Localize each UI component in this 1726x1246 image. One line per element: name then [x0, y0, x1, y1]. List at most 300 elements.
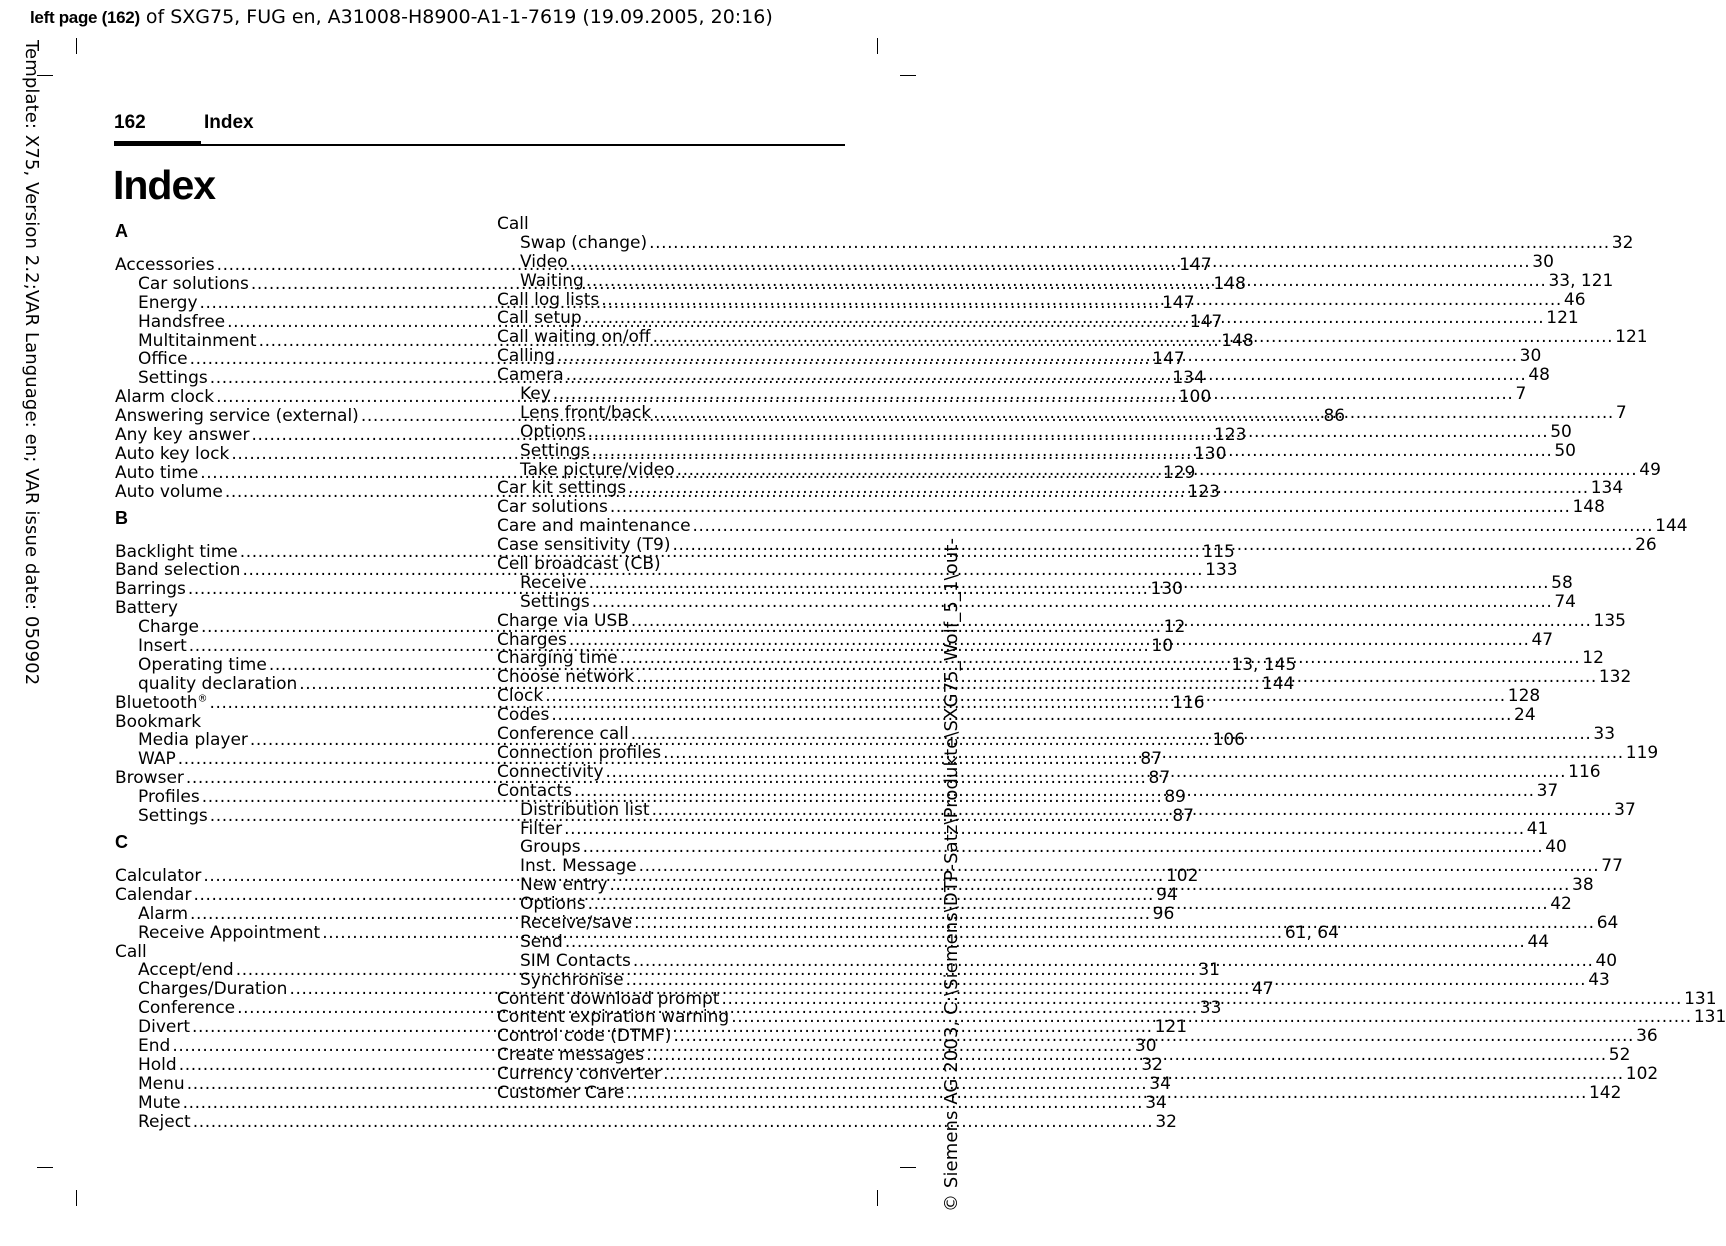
index-entry-text: Profiles — [138, 787, 200, 808]
index-entry-label — [115, 445, 229, 464]
print-info-page: left page (162) — [30, 8, 140, 27]
index-entry-label — [497, 479, 626, 498]
index-page-ref: 131 — [1684, 988, 1717, 1009]
index-entry-text: Alarm — [138, 903, 189, 924]
dot-leader — [626, 971, 1587, 990]
dot-leader — [203, 713, 456, 732]
dot-leader — [620, 649, 1581, 668]
index-entry — [497, 497, 1605, 518]
dot-leader — [663, 555, 838, 574]
index-entry-text: Contacts — [497, 780, 572, 801]
index-page-ref: 116 — [1568, 761, 1601, 782]
index-entry-label — [497, 1008, 729, 1027]
index-entry-label — [520, 914, 632, 933]
index-page-ref: 37 — [1536, 780, 1559, 801]
index-entry-text: Answering service (external) — [115, 406, 359, 427]
index-page-ref: 133 — [1205, 560, 1238, 581]
dot-leader — [553, 385, 1514, 404]
index-page-ref: 135 — [1593, 610, 1626, 631]
index-entry-label — [138, 656, 267, 675]
index-entry-text: Take picture/video — [520, 459, 675, 480]
index-entry-text: Choose network — [497, 667, 635, 688]
index-entry-label — [138, 1113, 191, 1132]
index-page-ref: 144 — [1655, 516, 1688, 537]
index-entry-text: Settings — [138, 806, 208, 827]
index-entry-text: Cell broadcast (CB) — [497, 554, 661, 575]
index-page-ref: 30 — [1134, 1035, 1157, 1056]
index-entry-label — [520, 971, 624, 990]
index-entry-text: Inst. Message — [520, 856, 637, 877]
index-entry-label — [138, 924, 320, 943]
index-entry-text: Bluetooth — [115, 692, 198, 713]
index-page-ref: 102 — [1165, 865, 1199, 886]
index-entry-text: Connectivity — [497, 761, 604, 782]
index-entry-text: Car kit settings — [497, 478, 627, 499]
dot-leader — [639, 857, 1600, 876]
index-entry-text: Synchronise — [520, 969, 624, 990]
index-entry-label — [520, 820, 562, 839]
index-entry-text: Calendar — [115, 884, 192, 905]
index-entry-text: Alarm clock — [115, 387, 215, 408]
crop-mark — [877, 1190, 878, 1206]
index-entry-text: Mute — [138, 1092, 181, 1113]
page-number: 162 — [114, 112, 146, 133]
index-entry-label — [115, 943, 147, 962]
index-entry-text: Waiting — [520, 270, 584, 291]
index-entry-text: Options — [520, 894, 586, 915]
index-entry-label — [520, 574, 587, 593]
index-entry-label — [138, 332, 257, 351]
index-entry-text: Charge — [138, 617, 200, 638]
index-page-ref: 50 — [1554, 440, 1576, 461]
index-entry-label — [115, 713, 201, 732]
index-page-ref: 38 — [1572, 875, 1594, 896]
index-entry-text: Conference call — [497, 724, 629, 745]
dot-leader — [564, 820, 1525, 839]
dot-leader — [583, 838, 1544, 857]
index-entry-text: Create messages — [497, 1045, 645, 1066]
index-entry-text: Barrings — [115, 579, 186, 600]
index-entry-label — [497, 744, 661, 763]
index-page-ref: 130 — [1193, 443, 1227, 464]
dot-leader — [652, 801, 1613, 820]
index-entry-label — [115, 886, 191, 905]
index-entry-text: Key — [520, 384, 551, 405]
index-entry — [115, 599, 458, 618]
index-entry-label — [115, 769, 184, 788]
dot-leader — [631, 612, 1592, 631]
index-entry-label — [497, 215, 529, 234]
index-entry-text: Distribution list — [520, 799, 650, 820]
index-entry-label — [520, 952, 631, 971]
dot-leader — [634, 914, 1595, 933]
index-page-ref: 50 — [1550, 421, 1572, 442]
index-entry-text: Calculator — [115, 865, 202, 886]
index-page-ref: 148 — [1221, 330, 1254, 351]
index-entry-label — [520, 404, 651, 423]
index-page-ref: 32 — [1155, 1111, 1177, 1132]
index-page-ref: 148 — [1572, 497, 1605, 518]
index-entry-text: Reject — [138, 1111, 191, 1132]
index-page-ref: 7 — [1615, 402, 1627, 423]
crop-mark — [76, 1190, 77, 1206]
index-entry-text: Any key answer — [115, 425, 250, 446]
dot-leader — [626, 1084, 1587, 1103]
index-entry-text: Car solutions — [497, 497, 608, 518]
index-entry-label — [138, 905, 188, 924]
dot-leader — [565, 933, 1526, 952]
index-entry-label — [138, 1075, 185, 1094]
index-subentry — [497, 591, 1576, 612]
dot-leader — [693, 517, 1654, 536]
dot-leader — [610, 498, 1571, 517]
index-entry-text: Auto time — [115, 462, 199, 483]
index-entry-text: Charges — [497, 629, 567, 650]
index-entry-label — [520, 876, 607, 895]
index-page-ref: 87 — [1172, 806, 1194, 827]
index-page-ref: 48 — [1528, 365, 1550, 386]
index-page-ref: 94 — [1156, 884, 1178, 905]
index-page-ref: 64 — [1596, 912, 1619, 933]
index-entry-label — [497, 366, 564, 385]
index-entry-text: Auto volume — [115, 481, 223, 502]
index-entry-text: Camera — [497, 365, 564, 386]
index-entry-text: Battery — [115, 598, 178, 619]
crop-mark — [877, 38, 878, 54]
index-entry-label — [138, 750, 176, 769]
index-page-ref: 128 — [1507, 686, 1541, 707]
dot-leader — [570, 253, 1531, 272]
index-entry-label — [520, 593, 590, 612]
index-page-ref: 147 — [1189, 311, 1223, 332]
index-page-ref: 47 — [1252, 979, 1274, 1000]
index-page-ref: 32 — [1611, 232, 1634, 253]
index-entry — [115, 713, 458, 732]
index-page-ref: 100 — [1178, 387, 1212, 408]
index-entry-text: Filter — [520, 818, 563, 839]
index-page-ref: 26 — [1635, 535, 1657, 556]
index-entry-text: Band selection — [115, 560, 241, 581]
index-entry-label — [497, 668, 634, 687]
index-page-ref: 7 — [1515, 384, 1527, 405]
index-page-ref: 47 — [1531, 629, 1554, 650]
index-entry-text: Menu — [138, 1073, 185, 1094]
index-entry-text: Charge via USB — [497, 610, 629, 631]
dot-leader — [551, 706, 1512, 725]
dot-leader — [569, 631, 1530, 650]
index-page-ref: 49 — [1639, 459, 1661, 480]
index-entry-text: Accept/end — [138, 960, 234, 981]
index-subentry — [115, 1111, 1177, 1132]
index-entry-text: Auto key lock — [115, 443, 230, 464]
index-page-ref: 129 — [1162, 462, 1196, 483]
index-page-ref: 147 — [1179, 255, 1212, 275]
index-page-ref: 134 — [1590, 478, 1624, 499]
index-entry-text: quality declaration — [138, 673, 298, 694]
index-entry-label — [138, 807, 208, 826]
index-page-ref: 86 — [1323, 406, 1346, 427]
print-info-details: of SXG75, FUG en, A31008-H8900-A1-1-7619 (19.09.2005, 20:16) — [139, 6, 773, 28]
dot-leader — [673, 1027, 1634, 1046]
dot-leader — [566, 366, 1527, 385]
running-header: Index — [204, 112, 254, 133]
dot-leader — [545, 687, 1506, 706]
dot-leader — [531, 215, 838, 234]
index-entry-text: Content download prompt — [497, 988, 720, 1009]
index-entry-label — [115, 599, 178, 618]
index-entry-text: Operating time — [138, 654, 267, 675]
index-entry-label — [497, 782, 572, 801]
index-entry-text: Accessories — [115, 255, 215, 275]
index-entry-text: Car solutions — [138, 273, 249, 294]
index-entry-label — [520, 933, 563, 952]
dot-leader — [193, 1113, 1154, 1132]
index-entry-text: Clock — [497, 686, 544, 707]
index-page-ref: 42 — [1550, 894, 1572, 915]
index-entry-label — [497, 1065, 661, 1084]
index-page-ref: 74 — [1554, 591, 1576, 612]
index-entry-label — [115, 426, 249, 445]
index-page-ref: 123 — [1214, 425, 1247, 446]
index-subentry — [497, 818, 1549, 839]
index-entry-text: New entry — [520, 875, 608, 896]
index-entry-label — [520, 857, 637, 876]
index-entry-label — [497, 725, 629, 744]
index-entry-label — [520, 423, 586, 442]
index-page-ref: 46 — [1563, 289, 1586, 310]
index-entry-text: Call — [497, 214, 529, 234]
index-entry-text: Settings — [520, 591, 590, 612]
index-page-ref: 34 — [1149, 1073, 1171, 1094]
template-info-vertical: Template: X75, Version 2.2;VAR Language: en; VAR issue date: 050902 — [21, 40, 42, 686]
index-entry-label — [497, 517, 691, 536]
index-entry-label — [115, 867, 201, 886]
index-entry-text: Control code (DTMF) — [497, 1026, 672, 1047]
index-page-ref: 58 — [1551, 572, 1573, 593]
index-entry-label — [115, 464, 198, 483]
index-entry-text: Settings — [138, 368, 208, 389]
index-page-ref: 148 — [1213, 273, 1246, 294]
index-entry-label — [138, 675, 297, 694]
index-entry — [115, 943, 458, 962]
index-entry-label — [138, 980, 287, 999]
index-entry-label — [497, 631, 567, 650]
index-entry-text: Lens front/back — [520, 402, 652, 423]
index-entry-label — [497, 687, 543, 706]
index-entry-text: Swap (change) — [520, 232, 648, 253]
index-page-ref: 96 — [1152, 903, 1175, 924]
index-entry-text: Charges/Duration — [138, 979, 288, 1000]
index-page-ref: 144 — [1261, 673, 1295, 694]
index-entry-label — [520, 442, 590, 461]
index-entry-label — [520, 272, 584, 291]
index-entry-text: Options — [520, 421, 586, 442]
index-page-ref: 34 — [1145, 1092, 1167, 1113]
index-page-ref: 31 — [1198, 960, 1220, 981]
dot-leader — [663, 1065, 1624, 1084]
index-entry-label — [115, 483, 223, 502]
index-entry-text: Care and maintenance — [497, 516, 691, 537]
dot-leader — [584, 309, 1545, 328]
index-entry-label — [138, 313, 225, 332]
index-entry-text: Receive — [520, 572, 587, 593]
index-entry-text: Content expiration warning — [497, 1007, 730, 1028]
index-entry-text: Codes — [497, 705, 550, 726]
index-subentry — [497, 232, 1634, 253]
index-entry-text: Divert — [138, 1017, 190, 1038]
index-entry-label — [115, 407, 359, 426]
index-page-ref: 30 — [1532, 251, 1554, 272]
index-entry-text: WAP — [138, 749, 176, 770]
dot-leader — [601, 291, 1562, 310]
crop-mark — [37, 1167, 53, 1168]
index-page-ref: 121 — [1615, 327, 1648, 348]
index-entry-label — [520, 895, 586, 914]
index-page-ref: 33, 121 — [1548, 270, 1614, 291]
index-page-ref: 87 — [1148, 768, 1171, 789]
index-entry-label — [115, 580, 186, 599]
index-entry-label — [497, 1084, 624, 1103]
index-entry-text: Media player — [138, 730, 248, 751]
dot-leader — [557, 347, 1518, 366]
index-page-ref: 147 — [1162, 292, 1195, 313]
index-entry-text: Customer Care — [497, 1082, 625, 1103]
index-entry-label — [497, 1046, 644, 1065]
dot-leader — [589, 574, 1550, 593]
index-entry-label — [497, 309, 582, 328]
index-letter-heading: A — [115, 221, 128, 241]
dot-leader — [592, 442, 1553, 461]
dot-leader — [636, 668, 1597, 687]
index-entry-label — [497, 328, 651, 347]
index-page-ref: 24 — [1514, 705, 1536, 726]
index-entry-label — [497, 347, 555, 366]
index-page-ref: 36 — [1636, 1026, 1658, 1047]
index-entry-text: Hold — [138, 1054, 177, 1075]
crop-mark — [900, 75, 916, 76]
crop-mark — [900, 1167, 916, 1168]
index-entry-label — [138, 294, 198, 313]
index-entry — [497, 215, 840, 234]
index-entry-label — [497, 498, 608, 517]
index-entry-label — [115, 256, 215, 275]
index-page-ref: 37 — [1614, 799, 1636, 820]
index-page-ref: 102 — [1625, 1064, 1659, 1085]
index-entry-label — [138, 350, 188, 369]
index-page-ref: 40 — [1595, 950, 1618, 971]
index-entry-label — [520, 234, 647, 253]
index-entry-text: Handsfree — [138, 311, 226, 332]
index-letter-heading: C — [115, 831, 128, 852]
index-entry-label — [138, 1056, 177, 1075]
index-entry-label — [115, 388, 214, 407]
index-page-ref: 116 — [1172, 692, 1205, 713]
index-entry-label — [138, 961, 234, 980]
dot-leader — [649, 234, 1610, 253]
dot-leader — [586, 272, 1547, 291]
index-page-ref: 12 — [1582, 648, 1604, 669]
index-entry-text: Call — [115, 941, 147, 962]
index-entry-label — [138, 1094, 181, 1113]
index-entry-text: Groups — [520, 837, 581, 858]
index-entry-text: Currency converter — [497, 1064, 662, 1085]
dot-leader — [663, 744, 1624, 763]
index-entry-label — [115, 694, 208, 713]
dot-leader — [592, 593, 1553, 612]
registered-mark: ® — [197, 693, 208, 705]
dot-leader — [180, 599, 456, 618]
dot-leader — [653, 404, 1614, 423]
index-entry-text: Energy — [138, 292, 198, 313]
index-entry-label — [115, 561, 240, 580]
index-entry-text: Call log lists — [497, 289, 600, 310]
index-entry-label — [138, 999, 235, 1018]
index-page-ref: 61, 64 — [1284, 922, 1339, 943]
dot-leader — [609, 876, 1570, 895]
index-page-ref: 131 — [1693, 1007, 1726, 1028]
index-entry-label — [497, 612, 629, 631]
index-entry-text: Office — [138, 349, 188, 370]
index-entry-text: Insert — [138, 636, 187, 657]
index-entry — [497, 555, 840, 574]
crop-mark — [76, 38, 77, 54]
index-page-ref: 121 — [1154, 1017, 1188, 1038]
index-entry-label — [138, 275, 249, 294]
index-entry-text: Conference — [138, 998, 236, 1019]
index-page-ref: 87 — [1140, 749, 1163, 770]
dot-leader — [653, 328, 1614, 347]
index-entry-label — [497, 555, 661, 574]
index-page-ref: 43 — [1588, 969, 1610, 990]
index-page-ref: 115 — [1202, 541, 1235, 562]
index-entry-text: Backlight time — [115, 541, 238, 562]
page-title: Index — [113, 162, 216, 208]
index-page-ref: 44 — [1527, 931, 1550, 952]
index-entry-text: Settings — [520, 440, 590, 461]
index-page-ref: 121 — [1546, 308, 1579, 329]
index-entry-label — [497, 649, 618, 668]
index-entry-label — [138, 369, 208, 388]
index-page-ref: 32 — [1141, 1054, 1163, 1075]
index-entry-label — [138, 637, 187, 656]
index-page-ref: 142 — [1588, 1082, 1622, 1103]
index-page-ref: 123 — [1187, 481, 1220, 502]
dot-leader — [588, 423, 1549, 442]
index-entry-text: Call setup — [497, 308, 582, 329]
index-page-ref: 132 — [1598, 667, 1632, 688]
index-entry-text: Charging time — [497, 648, 618, 669]
index-entry-text: Connection profiles — [497, 742, 662, 763]
dot-leader — [606, 763, 1567, 782]
index-entry-text: Calling — [497, 346, 556, 367]
index-entry-label — [497, 763, 604, 782]
dot-leader — [677, 461, 1638, 480]
index-entry-text: Receive/save — [520, 912, 633, 933]
dot-leader — [646, 1046, 1607, 1065]
index-entry-label — [138, 788, 200, 807]
dot-leader — [631, 725, 1592, 744]
index-page-ref: 130 — [1150, 579, 1183, 600]
dot-leader — [588, 895, 1549, 914]
index-entry-label — [520, 801, 650, 820]
index-page-ref: 10 — [1151, 636, 1174, 657]
index-page-ref: 12 — [1163, 617, 1186, 638]
index-entry-text: Case sensitivity (T9) — [497, 535, 671, 556]
index-page-ref: 41 — [1526, 818, 1549, 839]
index-entry-label — [520, 838, 581, 857]
index-page-ref: 77 — [1601, 856, 1623, 877]
index-entry-text: End — [138, 1035, 171, 1056]
